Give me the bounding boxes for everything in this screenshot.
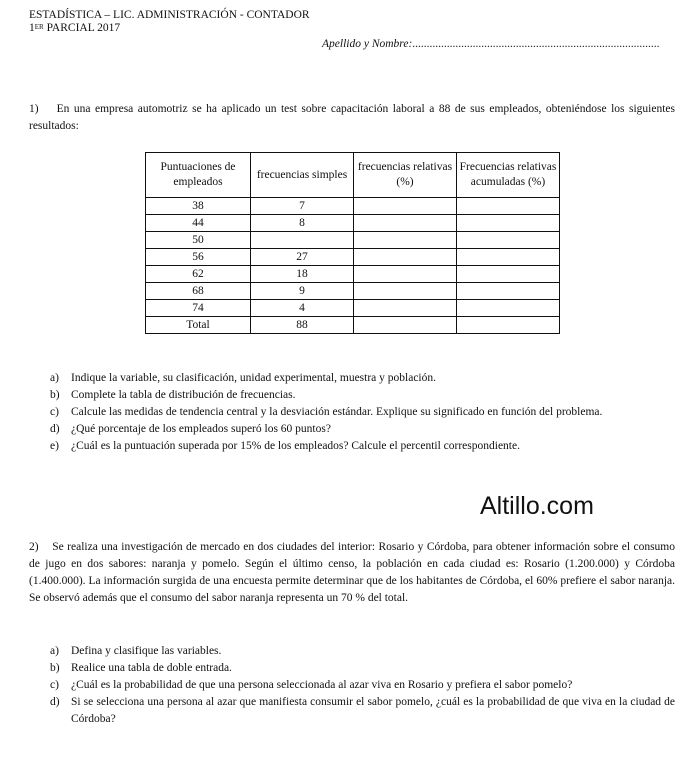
table-cell: 9 [251,283,354,300]
question-1-statement [29,101,675,135]
table-cell: 8 [251,215,354,232]
name-field [322,38,660,50]
table-header-cell: Puntuaciones de empleados [146,153,251,198]
table-row [146,249,560,266]
item-text: Calcule las medidas de tendencia central y la desviación estándar. Explique su significado en función del problema. [71,406,603,418]
table-row [146,283,560,300]
list-item [50,643,675,660]
question-2-text: Se realiza una investigación de mercado en dos ciudades del interior: Rosario y Córdoba, para obtener información sobre el consumo de jugo en dos sabores: naranja y pomelo. Según el último censo, la población en cada ciudad es: Rosario (1.200.000) y Córdoba (1.400.000). La información surgida de una encuesta permite determinar que de los habitantes de Córdoba, el 60% prefiere el sabor naranja. Se observó además que el consumo del sabor naranja representa un 70 % del total. [29,541,676,604]
item-label: b) [50,389,60,401]
watermark-logo: Altillo.com [480,492,594,520]
table-cell [354,249,457,266]
list-item [50,404,675,421]
list-item [50,694,675,728]
table-cell: 68 [146,283,251,300]
item-label: d) [50,696,60,708]
question-2-statement [29,539,675,607]
table-cell [354,266,457,283]
table-row [146,266,560,283]
item-text: Indique la variable, su clasificación, unidad experimental, muestra y población. [71,372,436,384]
table-cell [457,215,560,232]
item-text: Defina y clasifique las variables. [71,645,222,657]
table-row [146,317,560,334]
list-item [50,421,675,438]
table-cell: Total [146,317,251,334]
item-text: Complete la tabla de distribución de frecuencias. [71,389,296,401]
question-1-items [50,370,675,455]
table-row [146,198,560,215]
table-header-row [146,153,560,198]
exam-header [29,9,310,35]
table-cell [457,283,560,300]
table-cell: 18 [251,266,354,283]
list-item [50,370,675,387]
course-title: ESTADÍSTICA – LIC. ADMINISTRACIÓN - CONTADOR [29,9,310,21]
table-row [146,300,560,317]
name-dots: ...................................................................................... [412,38,660,50]
table-cell [354,232,457,249]
question-1-number: 1) [29,103,39,115]
question-1-text: En una empresa automotriz se ha aplicado un test sobre capacitación laboral a 88 de sus empleados, obteniéndose los siguientes resultados: [29,103,675,132]
item-label: a) [50,372,59,384]
item-text: Si se selecciona una persona al azar que manifiesta consumir el sabor pomelo, ¿cuál es la probabilidad de que viva en la ciudad de Córdoba? [71,696,675,725]
exam-number-suffix: ER [34,23,44,31]
table-cell: 44 [146,215,251,232]
table-cell: 50 [146,232,251,249]
table-row [146,232,560,249]
table-cell: 74 [146,300,251,317]
table-cell [354,317,457,334]
table-cell: 88 [251,317,354,334]
question-2-items [50,643,675,728]
item-text: ¿Cuál es la probabilidad de que una persona seleccionada al azar viva en Rosario y prefiera el sabor pomelo? [71,679,573,691]
item-label: e) [50,440,59,452]
table-header-cell: frecuencias relativas (%) [354,153,457,198]
table-cell [457,249,560,266]
exam-name: PARCIAL 2017 [43,22,121,34]
table-cell [251,232,354,249]
table-cell [354,215,457,232]
table-cell [457,300,560,317]
list-item [50,438,675,455]
list-item [50,387,675,404]
item-label: c) [50,679,59,691]
item-label: c) [50,406,59,418]
item-label: a) [50,645,59,657]
table-cell [457,198,560,215]
item-text: ¿Qué porcentaje de los empleados superó los 60 puntos? [71,423,331,435]
list-item [50,660,675,677]
name-label: Apellido y Nombre: [322,38,413,50]
table-cell [457,266,560,283]
table-body [146,198,560,334]
table-cell: 27 [251,249,354,266]
table-header-cell: Frecuencias relativas acumuladas (%) [457,153,560,198]
table-cell [354,283,457,300]
list-item [50,677,675,694]
table-row [146,215,560,232]
item-label: b) [50,662,60,674]
table-cell: 38 [146,198,251,215]
table-header-cell: frecuencias simples [251,153,354,198]
item-text: ¿Cuál es la puntuación superada por 15% de los empleados? Calcule el percentil correspondiente. [71,440,520,452]
table-cell [457,232,560,249]
table-cell: 4 [251,300,354,317]
exam-number: 1 [29,22,35,34]
table-cell [354,198,457,215]
table-cell: 56 [146,249,251,266]
question-2-number: 2) [29,541,39,553]
exam-title [29,22,310,35]
frequency-table [145,152,560,334]
table-cell: 7 [251,198,354,215]
table-cell: 62 [146,266,251,283]
table-cell [457,317,560,334]
table-cell [354,300,457,317]
item-label: d) [50,423,60,435]
item-text: Realice una tabla de doble entrada. [71,662,232,674]
